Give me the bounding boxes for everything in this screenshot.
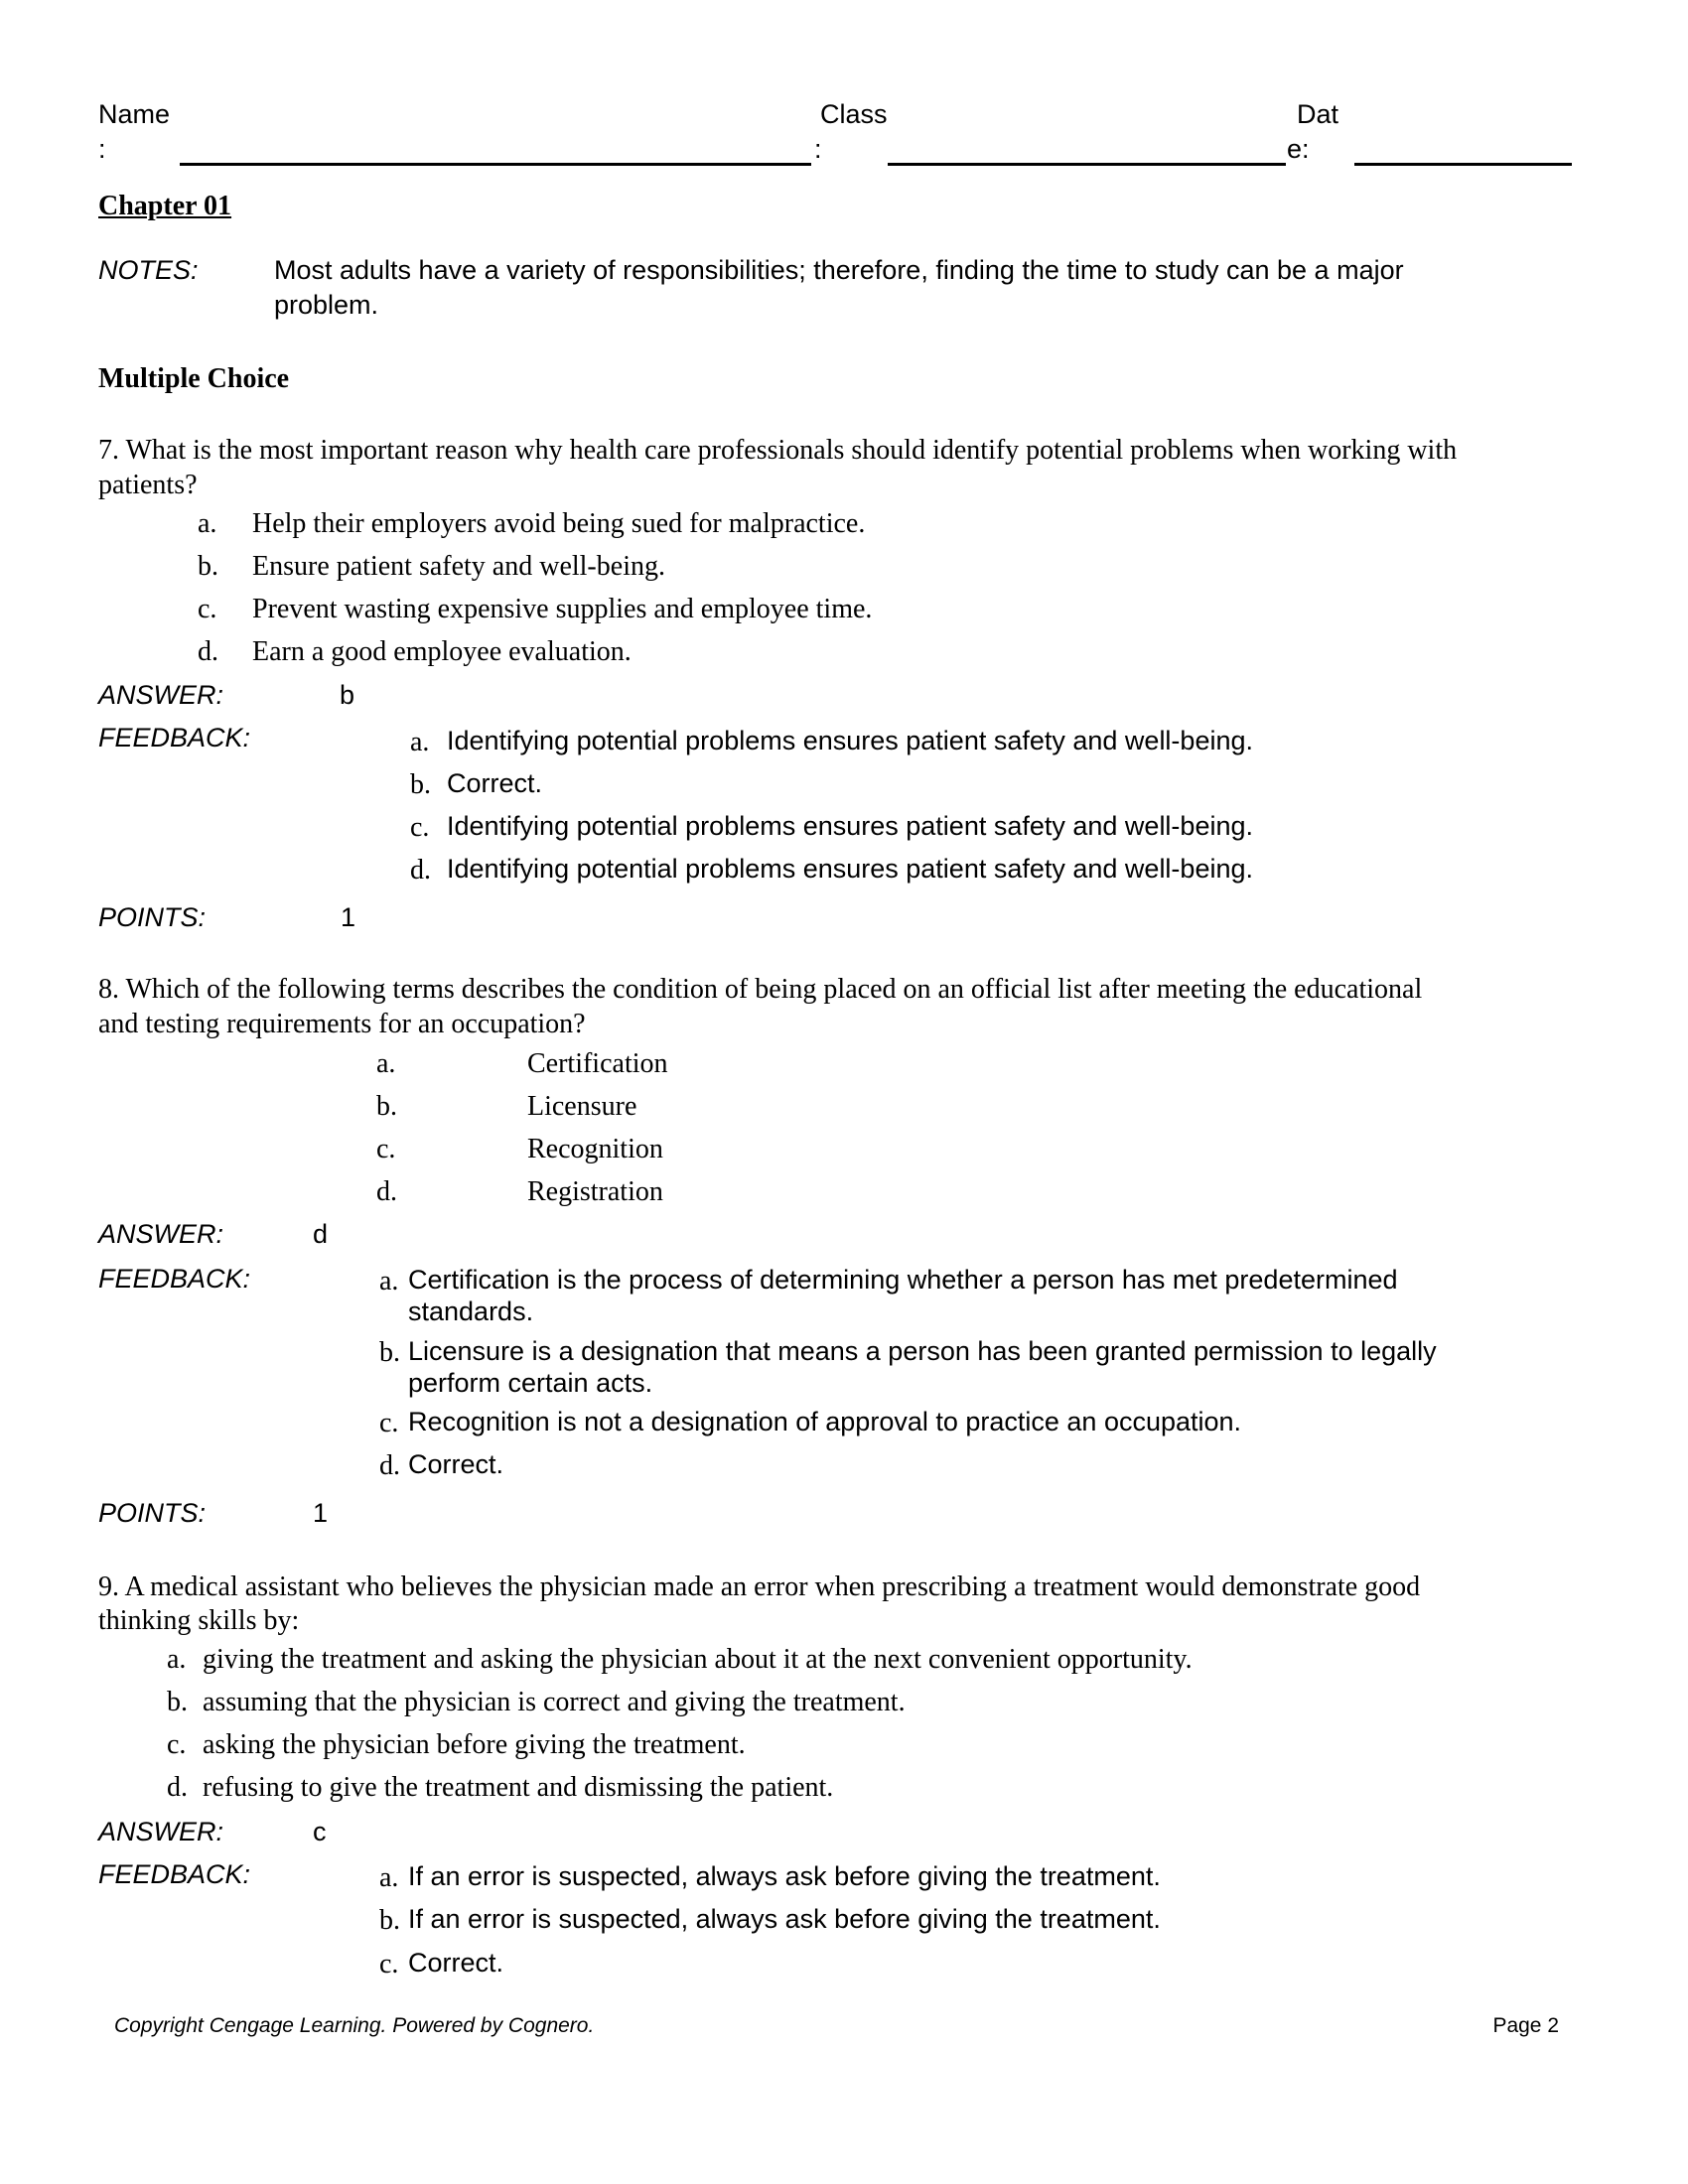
- question-text-cont: and testing requirements for an occupation?: [98, 1009, 586, 1039]
- option-text: asking the physician before giving the treatment.: [203, 1729, 746, 1760]
- option-letter: d.: [167, 1772, 188, 1803]
- chapter-title: Chapter 01: [98, 191, 232, 221]
- class-label: Class: [820, 99, 888, 129]
- feedback-label: FEEDBACK:: [98, 1859, 251, 1889]
- option-letter: b.: [167, 1687, 188, 1717]
- feedback-text: Correct.: [408, 1449, 504, 1479]
- option-letter: a.: [376, 1048, 396, 1079]
- date-field-line[interactable]: [1354, 163, 1572, 166]
- option-letter: a.: [167, 1644, 187, 1675]
- option-text: Help their employers avoid being sued for malpractice.: [252, 508, 866, 539]
- points-value: 1: [313, 1498, 329, 1528]
- feedback-letter: d.: [410, 855, 431, 886]
- feedback-text: Correct.: [408, 1948, 504, 1978]
- option-letter: d.: [198, 636, 218, 667]
- option-text: Registration: [527, 1176, 663, 1207]
- points-value: 1: [341, 902, 356, 932]
- date-colon: e:: [1287, 134, 1310, 164]
- notes-text-cont: problem.: [274, 290, 379, 320]
- option-text: Ensure patient safety and well-being.: [252, 551, 665, 582]
- feedback-letter: b.: [379, 1905, 400, 1936]
- option-letter: c.: [376, 1134, 396, 1164]
- feedback-letter: a.: [379, 1862, 399, 1893]
- option-letter: c.: [167, 1729, 187, 1760]
- answer-label: ANSWER:: [98, 680, 224, 710]
- option-letter: a.: [198, 508, 217, 539]
- feedback-text-cont: standards.: [408, 1297, 534, 1326]
- feedback-letter: c.: [379, 1949, 399, 1979]
- option-letter: c.: [198, 594, 217, 624]
- option-text: giving the treatment and asking the physician about it at the next convenient opportunity.: [203, 1644, 1193, 1675]
- notes-label: NOTES:: [98, 255, 199, 285]
- feedback-text: Certification is the process of determining whether a person has met predetermined: [408, 1265, 1398, 1295]
- question-text: 7. What is the most important reason why health care professionals should identify potential problems when working with: [98, 435, 1458, 466]
- option-letter: d.: [376, 1176, 397, 1207]
- points-label: POINTS:: [98, 1498, 207, 1528]
- feedback-letter: b.: [410, 769, 431, 800]
- points-label: POINTS:: [98, 902, 207, 932]
- feedback-text-cont: perform certain acts.: [408, 1368, 653, 1398]
- feedback-text: Identifying potential problems ensures patient safety and well-being.: [447, 811, 1253, 841]
- option-text: Recognition: [527, 1134, 663, 1164]
- feedback-text: Identifying potential problems ensures patient safety and well-being.: [447, 726, 1253, 755]
- footer-copyright: Copyright Cengage Learning. Powered by Cognero.: [114, 2014, 595, 2037]
- feedback-letter: a.: [379, 1266, 399, 1297]
- feedback-text: If an error is suspected, always ask before giving the treatment.: [408, 1904, 1161, 1934]
- name-colon: :: [98, 134, 106, 164]
- feedback-text: Identifying potential problems ensures patient safety and well-being.: [447, 854, 1253, 884]
- feedback-text: Recognition is not a designation of approval to practice an occupation.: [408, 1407, 1242, 1436]
- feedback-text: If an error is suspected, always ask before giving the treatment.: [408, 1861, 1161, 1891]
- option-text: assuming that the physician is correct and giving the treatment.: [203, 1687, 906, 1717]
- date-label: Dat: [1297, 99, 1339, 129]
- feedback-letter: d.: [379, 1450, 400, 1481]
- notes-text: Most adults have a variety of responsibilities; therefore, finding the time to study can be a major: [274, 255, 1404, 285]
- feedback-text: Licensure is a designation that means a person has been granted permission to legally: [408, 1336, 1437, 1366]
- question-text: 8. Which of the following terms describes the condition of being placed on an official list after meeting the educational: [98, 974, 1423, 1005]
- answer-value: b: [340, 680, 355, 710]
- option-text: refusing to give the treatment and dismissing the patient.: [203, 1772, 834, 1803]
- answer-label: ANSWER:: [98, 1219, 224, 1249]
- feedback-letter: c.: [379, 1408, 399, 1438]
- question-text: 9. A medical assistant who believes the physician made an error when prescribing a treatment would demonstrate good: [98, 1571, 1421, 1602]
- question-text-cont: patients?: [98, 470, 198, 500]
- page-number: Page 2: [1492, 2014, 1559, 2037]
- answer-value: c: [313, 1817, 327, 1846]
- name-field-line[interactable]: [180, 163, 811, 166]
- feedback-label: FEEDBACK:: [98, 1264, 251, 1294]
- feedback-label: FEEDBACK:: [98, 723, 251, 752]
- option-text: Certification: [527, 1048, 668, 1079]
- class-colon: :: [814, 134, 822, 164]
- answer-value: d: [313, 1219, 329, 1249]
- feedback-letter: a.: [410, 727, 430, 757]
- option-text: Licensure: [527, 1091, 637, 1122]
- answer-label: ANSWER:: [98, 1817, 224, 1846]
- section-title: Multiple Choice: [98, 363, 290, 394]
- option-letter: b.: [198, 551, 218, 582]
- feedback-text: Correct.: [447, 768, 543, 798]
- option-text: Earn a good employee evaluation.: [252, 636, 632, 667]
- question-text-cont: thinking skills by:: [98, 1605, 300, 1636]
- feedback-letter: b.: [379, 1337, 400, 1368]
- option-letter: b.: [376, 1091, 397, 1122]
- option-text: Prevent wasting expensive supplies and employee time.: [252, 594, 873, 624]
- feedback-letter: c.: [410, 812, 430, 843]
- class-field-line[interactable]: [888, 163, 1286, 166]
- name-label: Name: [98, 99, 171, 129]
